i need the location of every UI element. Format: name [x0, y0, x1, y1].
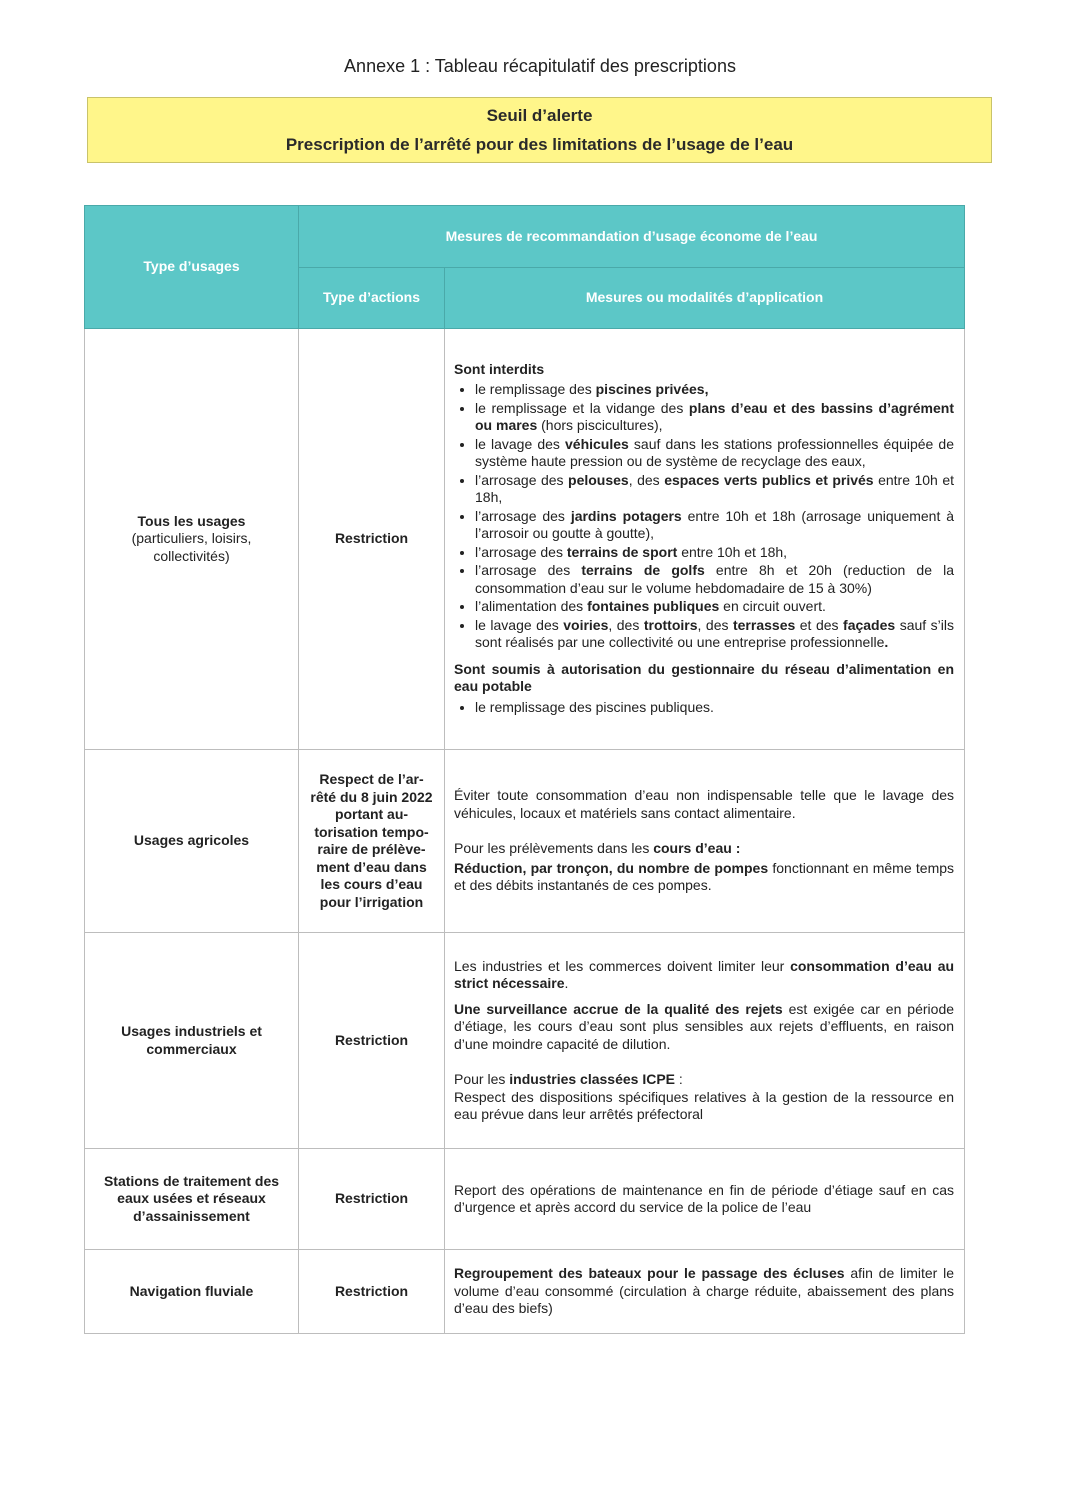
- measure-paragraph: Les industries et les commerces doivent limiter leur consommation d’eau au strict nécessaire.: [454, 957, 955, 991]
- action-cell: [299, 1250, 445, 1334]
- list-item: • l’arrosage des jardins potagers entre 10h et 18h (arrosage uniquement à l’arrosoir ou goutte à goutte),: [475, 508, 954, 543]
- header-usage-type: Type d’usages: [85, 206, 299, 329]
- usage-title: Usages agricoles: [133, 832, 250, 849]
- list-item: • le remplissage et la vidange des plans d’eau et des bassins d’agrément ou mares (hors piscicultures),: [475, 400, 954, 435]
- banner-title: Seuil d’alerte: [486, 106, 593, 125]
- measures-cell: [445, 750, 965, 933]
- action-cell: [299, 329, 445, 750]
- measure-paragraph: Regroupement des bateaux pour le passage des écluses afin de limiter le volume d’eau consommé (circulation à charge réduite, abaissement des plans d’eau des biefs): [454, 1265, 955, 1317]
- usage-cell: [85, 329, 299, 750]
- prescriptions-table: [84, 205, 965, 1334]
- usage-subtitle: (particuliers, loisirs, collectivités): [131, 530, 252, 564]
- measure-paragraph: Report des opérations de maintenance en fin de période d’étiage sauf en cas d’urgence et après accord du service de la police de l’eau: [454, 1181, 955, 1215]
- action-label: Respect de l’ar-rêté du 8 juin 2022 portant au-torisation tempo-raire de prélève-ment d’eau dans les cours d’eau pour l’irrigation: [310, 771, 433, 910]
- table-row: [85, 1250, 965, 1334]
- forbidden-heading: Sont interdits: [454, 360, 545, 377]
- list-item: • l’arrosage des terrains de sport entre 10h et 18h,: [475, 544, 954, 562]
- table-row: [85, 933, 965, 1149]
- list-item: • l’alimentation des fontaines publiques en circuit ouvert.: [475, 598, 954, 616]
- measure-paragraph: Respect des dispositions spécifiques relatives à la gestion de la ressource en eau prévue dans leur arrêtés préfectoral: [454, 1088, 955, 1122]
- usage-cell: [85, 750, 299, 933]
- action-label: Restriction: [334, 1282, 409, 1299]
- action-cell: [299, 1149, 445, 1250]
- authorization-heading: Sont soumis à autorisation du gestionnaire du réseau d’alimentation en eau potable: [454, 660, 955, 695]
- forbidden-list: [454, 381, 954, 652]
- list-item: • le lavage des voiries, des trottoirs, des terrasses et des façades sauf s’ils sont réalisés par une collectivité ou une entreprise professionnelle.: [475, 617, 954, 652]
- header-measures: Mesures ou modalités d’application: [445, 268, 965, 329]
- list-item: • le remplissage des piscines privées,: [475, 381, 954, 399]
- banner-subtitle: Prescription de l’arrêté pour des limitations de l’usage de l’eau: [285, 135, 794, 154]
- header-measures-group: Mesures de recommandation d’usage économe de l’eau: [299, 206, 965, 268]
- authorization-list: [454, 699, 954, 717]
- action-cell: [299, 750, 445, 933]
- annex-title: Annexe 1 : Tableau récapitulatif des prescriptions: [344, 56, 736, 76]
- table-row: [85, 329, 965, 750]
- usage-title: Stations de traitement des eaux usées et réseaux d’assainissement: [103, 1172, 280, 1224]
- measure-paragraph: Pour les prélèvements dans les cours d’eau :: [454, 840, 741, 857]
- list-item: • le remplissage des piscines publiques.: [475, 699, 954, 717]
- usage-cell: [85, 1250, 299, 1334]
- measure-paragraph: Réduction, par tronçon, du nombre de pompes fonctionnant en même temps et des débits instantanés de ces pompes.: [454, 859, 955, 894]
- header-action-type: Type d’actions: [299, 268, 445, 329]
- alert-threshold-banner: [87, 97, 992, 163]
- measure-paragraph: Éviter toute consommation d’eau non indispensable telle que le lavage des véhicules, locaux et matériels sans contact alimentaire.: [454, 787, 955, 821]
- usage-title: Navigation fluviale: [129, 1282, 254, 1299]
- measure-paragraph: Pour les industries classées ICPE :: [454, 1071, 683, 1087]
- usage-title: Usages industriels et commerciaux: [121, 1023, 262, 1057]
- table-row: [85, 750, 965, 933]
- action-label: Restriction: [334, 530, 409, 547]
- action-label: Restriction: [334, 1031, 409, 1048]
- list-item: • l’arrosage des terrains de golfs entre 8h et 20h (reduction de la consommation d’eau sur le volume hebdomadaire de 15 à 30%): [475, 562, 954, 597]
- measures-cell: [445, 1149, 965, 1250]
- usage-title: Tous les usages: [137, 512, 246, 529]
- list-item: • le lavage des véhicules sauf dans les stations professionnelles équipée de système haute pression ou de système de recyclage des eaux,: [475, 436, 954, 471]
- measures-cell: [445, 933, 965, 1149]
- table-row: [85, 1149, 965, 1250]
- list-item: • l’arrosage des pelouses, des espaces verts publics et privés entre 10h et 18h,: [475, 472, 954, 507]
- usage-cell: [85, 933, 299, 1149]
- measures-cell: [445, 329, 965, 750]
- measure-paragraph: Une surveillance accrue de la qualité des rejets est exigée car en période d’étiage, les cours d’eau sont plus sensibles aux rejets d’effluents, en raison d’une moindre capacité de dilution.: [454, 1000, 955, 1052]
- action-label: Restriction: [334, 1190, 409, 1207]
- measures-cell: [445, 1250, 965, 1334]
- usage-cell: [85, 1149, 299, 1250]
- action-cell: [299, 933, 445, 1149]
